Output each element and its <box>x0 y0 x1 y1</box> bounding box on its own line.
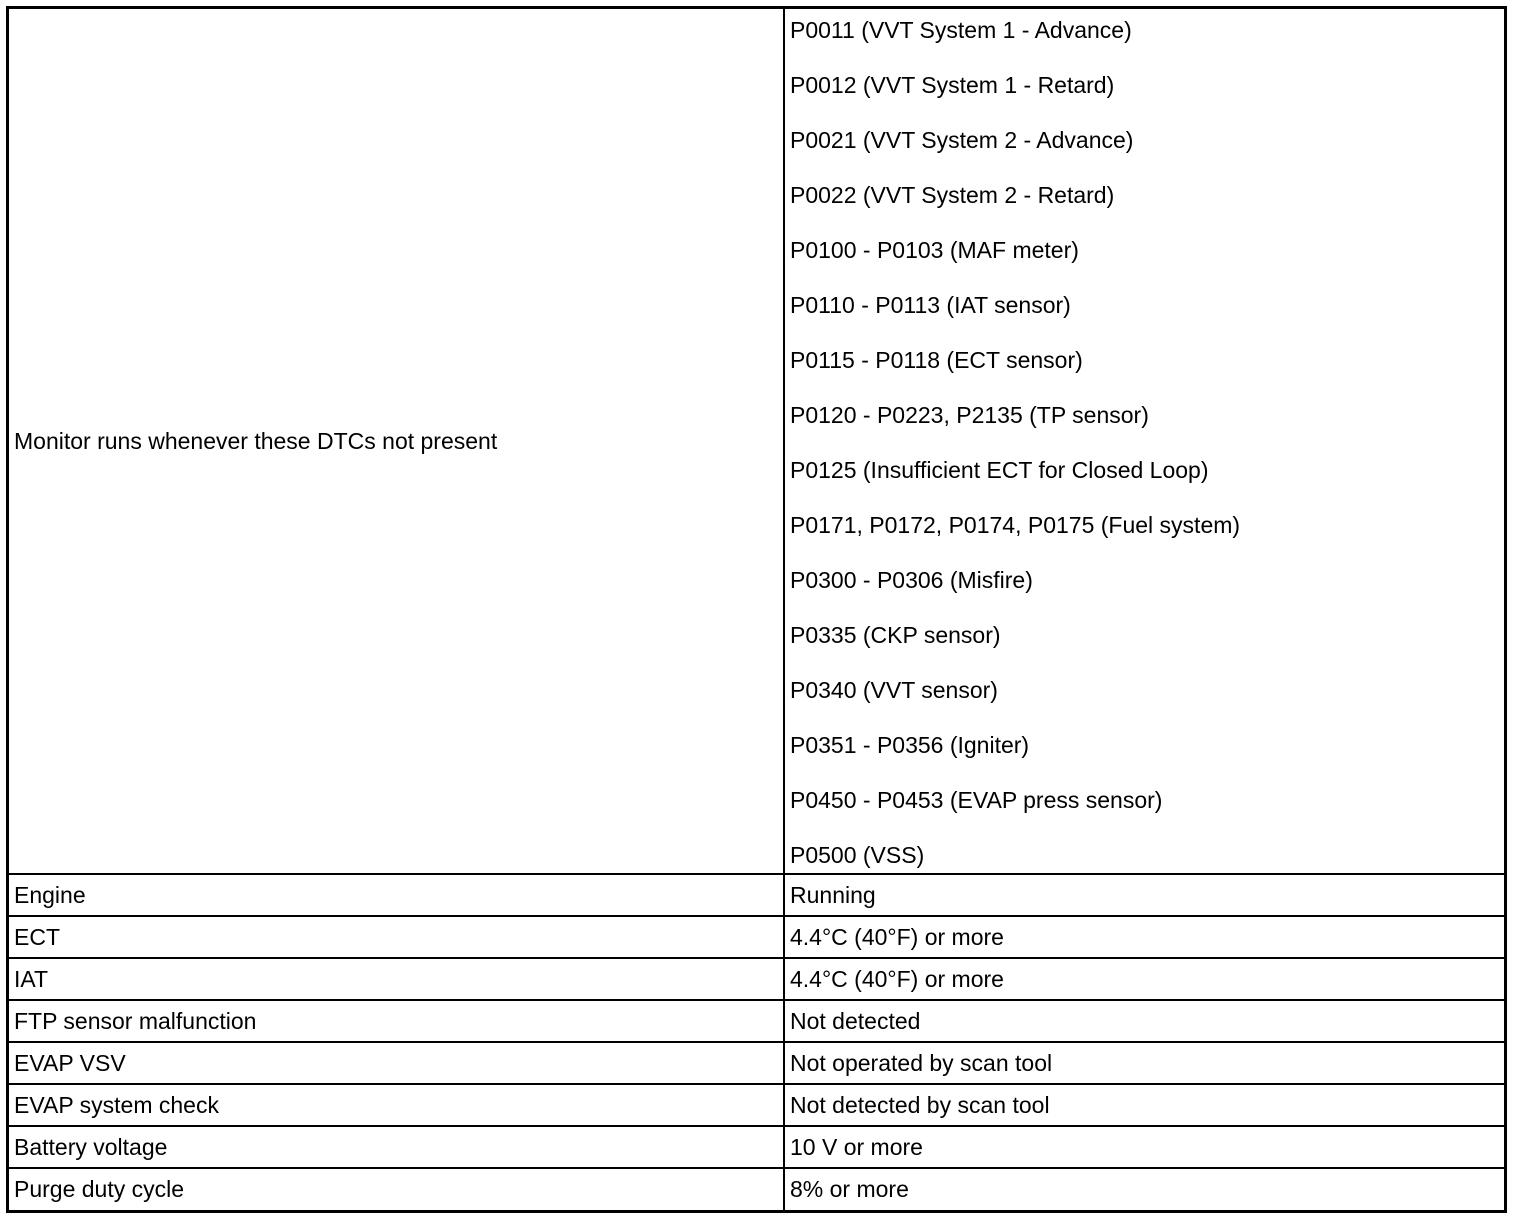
condition-label: EVAP system check <box>9 1084 784 1126</box>
condition-value: Not operated by scan tool <box>784 1042 1504 1084</box>
table-row-dtc <box>9 9 1504 874</box>
condition-label: IAT <box>9 958 784 1000</box>
condition-label: Engine <box>9 874 784 916</box>
condition-value: Running <box>784 874 1504 916</box>
dtc-list-cell <box>784 9 1504 874</box>
dtc-item: P0021 (VVT System 2 - Advance) <box>790 127 1134 153</box>
table-row-evap-check <box>9 1084 1504 1126</box>
condition-value: 4.4°C (40°F) or more <box>784 958 1504 1000</box>
table-row-iat <box>9 958 1504 1000</box>
dtc-item: P0450 - P0453 (EVAP press sensor) <box>790 787 1163 813</box>
condition-label: Purge duty cycle <box>9 1168 784 1210</box>
dtc-item: P0100 - P0103 (MAF meter) <box>790 237 1079 263</box>
table-row-ect <box>9 916 1504 958</box>
table-row-evap-vsv <box>9 1042 1504 1084</box>
table-row-ftp-sensor <box>9 1000 1504 1042</box>
condition-value: 4.4°C (40°F) or more <box>784 916 1504 958</box>
dtc-item: P0300 - P0306 (Misfire) <box>790 567 1033 593</box>
condition-label: FTP sensor malfunction <box>9 1000 784 1042</box>
condition-value: 10 V or more <box>784 1126 1504 1168</box>
condition-label: EVAP VSV <box>9 1042 784 1084</box>
dtc-item: P0171, P0172, P0174, P0175 (Fuel system) <box>790 512 1241 538</box>
dtc-item: P0500 (VSS) <box>790 842 925 868</box>
table-row-engine <box>9 874 1504 916</box>
condition-value: Not detected <box>784 1000 1504 1042</box>
conditions-table-frame <box>6 6 1507 1213</box>
dtc-item: P0335 (CKP sensor) <box>790 622 1001 648</box>
condition-label: Battery voltage <box>9 1126 784 1168</box>
table-row-purge <box>9 1168 1504 1210</box>
dtc-item: P0110 - P0113 (IAT sensor) <box>790 292 1071 318</box>
dtc-item: P0011 (VVT System 1 - Advance) <box>790 17 1132 43</box>
dtc-item: P0012 (VVT System 1 - Retard) <box>790 72 1115 98</box>
dtc-item: P0125 (Insufficient ECT for Closed Loop) <box>790 457 1209 483</box>
condition-value: 8% or more <box>784 1168 1504 1210</box>
dtc-item: P0351 - P0356 (Igniter) <box>790 732 1030 758</box>
dtc-item: P0340 (VVT sensor) <box>790 677 998 703</box>
condition-value: Not detected by scan tool <box>784 1084 1504 1126</box>
dtc-item: P0115 - P0118 (ECT sensor) <box>790 347 1083 373</box>
table-row-battery <box>9 1126 1504 1168</box>
dtc-item: P0120 - P0223, P2135 (TP sensor) <box>790 402 1149 428</box>
dtc-list <box>790 17 1504 872</box>
dtc-item: P0022 (VVT System 2 - Retard) <box>790 182 1115 208</box>
monitor-conditions-table <box>9 9 1504 1210</box>
condition-label: ECT <box>9 916 784 958</box>
dtc-label-cell: Monitor runs whenever these DTCs not present <box>9 9 784 874</box>
